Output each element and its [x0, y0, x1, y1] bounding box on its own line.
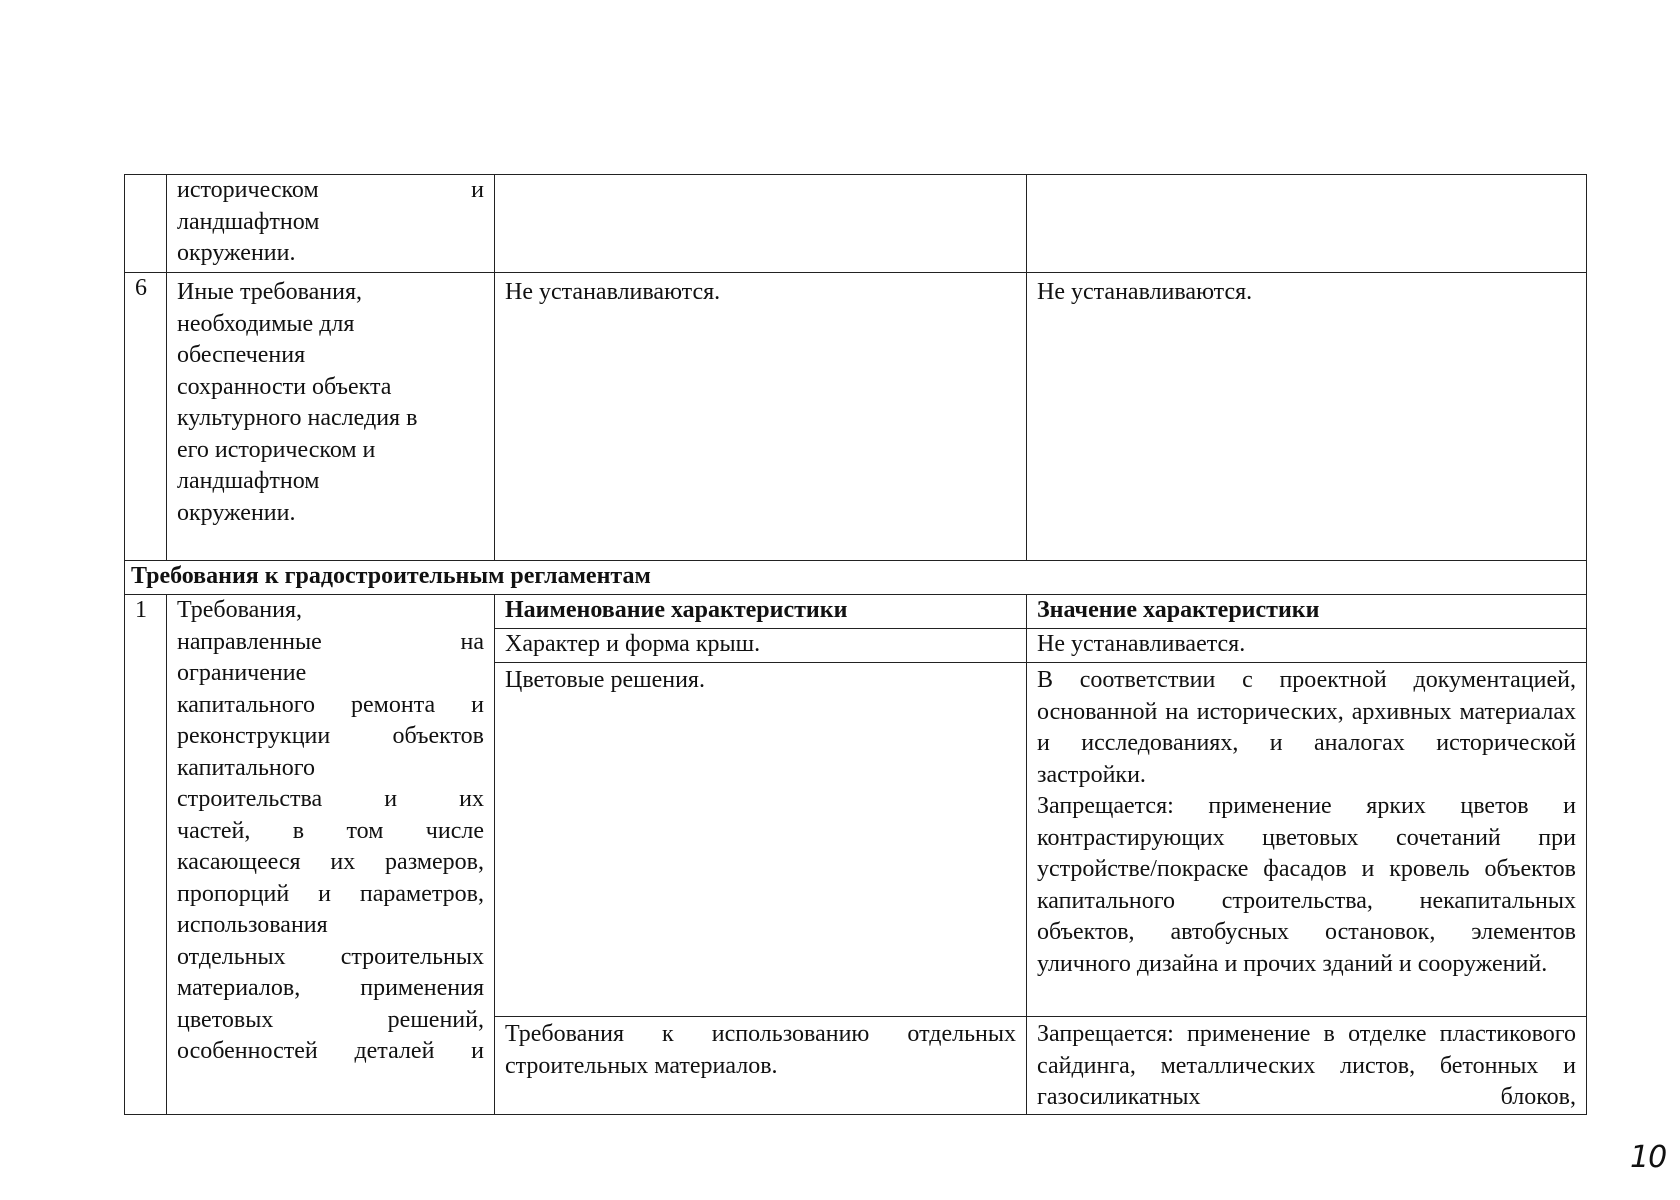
text-line: частей, в том числе — [177, 817, 484, 844]
text-line: строительства и их — [177, 786, 484, 812]
table-row-6 — [125, 273, 1587, 561]
text-line: Иные требования, — [177, 279, 362, 305]
characteristic-value-cell — [1027, 1017, 1587, 1115]
text-line: его историческом и — [177, 436, 376, 463]
value-paragraph: В соответствии с проектной документацией, основанной на исторических, архивных материалах и исследованиях, и аналогах исторической застройки. — [1037, 667, 1576, 788]
text-line: обеспечения — [177, 342, 306, 368]
characteristic-value-cell: Не устанавливается. — [1027, 629, 1587, 663]
characteristic-cell: Не устанавливаются. — [495, 273, 1027, 561]
text-line: касающееся их размеров, — [177, 849, 484, 875]
regulations-table — [124, 174, 1587, 1115]
value-cell — [1027, 175, 1587, 273]
text-line: цветовых решений, — [177, 1006, 484, 1033]
page-number: 10 — [1630, 1140, 1667, 1175]
text-line: отдельных строительных — [177, 943, 484, 970]
text-line: культурного наследия в — [177, 405, 418, 431]
text-line: пропорций и параметров, — [177, 880, 484, 907]
table-row-continued — [125, 175, 1587, 273]
text-line: материалов, применения — [177, 975, 484, 1001]
text-line: ограничение — [177, 660, 307, 686]
text-line: реконструкции объектов — [177, 723, 484, 749]
row-number-cell: 1 — [125, 595, 167, 1115]
text-line: необходимые для — [177, 310, 355, 337]
characteristic-value-cell — [1027, 663, 1587, 1017]
value-cell: Не устанавливаются. — [1027, 273, 1587, 561]
header-value-cell: Значение характеристики — [1027, 595, 1587, 629]
text-line: ландшафтном — [177, 468, 320, 494]
requirement-cell — [167, 175, 495, 273]
characteristic-name-cell — [495, 1017, 1027, 1115]
text-fragment: и — [471, 177, 484, 203]
text-line: капитального — [177, 754, 315, 781]
header-name-cell: Наименование характеристики — [495, 595, 1027, 629]
characteristic-name-cell: Характер и форма крыш. — [495, 629, 1027, 663]
characteristic-name-cell: Цветовые решения. — [495, 663, 1027, 1017]
text-fragment: историческом — [177, 177, 319, 203]
characteristic-name: Требования к использованию отдельных строительных материалов. — [505, 1021, 1016, 1079]
requirement-cell — [167, 595, 495, 1115]
text-line: капитального ремонта и — [177, 691, 484, 718]
characteristic-cell — [495, 175, 1027, 273]
requirement-cell — [167, 273, 495, 561]
text-fragment: на — [460, 628, 484, 655]
value-paragraph: Запрещается: применение в отделке пластикового сайдинга, металлических листов, бетонных и газосиликатных блоков, — [1037, 1021, 1576, 1110]
text-line: особенностей деталей и — [177, 1038, 484, 1064]
row-number-cell: 6 — [125, 273, 167, 561]
text-line: сохранности объекта — [177, 373, 392, 400]
text-line: ландшафтном — [177, 208, 320, 235]
text-line: использования — [177, 912, 328, 938]
text-line: Требования, — [177, 597, 303, 623]
section-row — [125, 561, 1587, 595]
table-row-1-header — [125, 595, 1587, 629]
row-number-cell — [125, 175, 167, 273]
text-line: окружении. — [177, 240, 296, 266]
value-paragraph: Запрещается: применение ярких цветов и контрастирующих цветовых сочетаний при устройстве/покраске фасадов и кровель объектов капитального строительства, некапитальных объектов, автобусных остановок, элементов уличного дизайна и прочих зданий и сооружений. — [1037, 793, 1576, 977]
text-line — [177, 627, 484, 659]
text-line: окружении. — [177, 499, 296, 526]
text-fragment: направленные — [177, 628, 322, 655]
text-line — [177, 175, 484, 207]
section-title: Требования к градостроительным регламентам — [125, 561, 1587, 595]
